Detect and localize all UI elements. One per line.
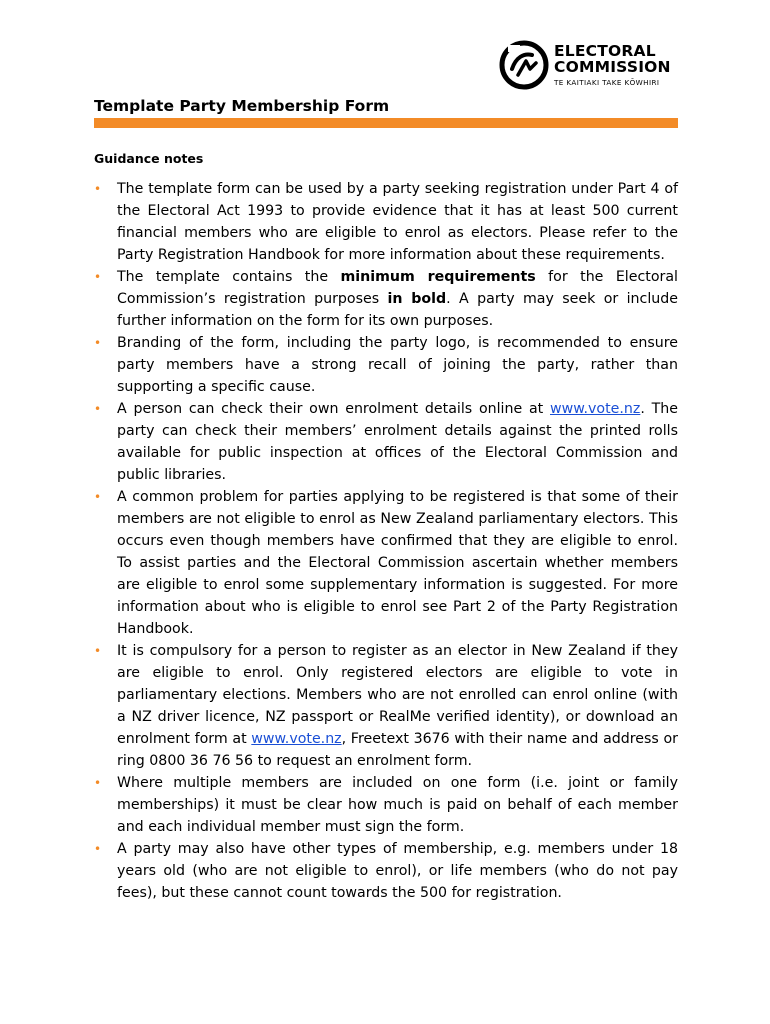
list-item (94, 772, 678, 838)
list-item (94, 398, 678, 486)
note-emphasis: minimum requirements (340, 269, 536, 285)
bullet-icon: • (94, 270, 102, 284)
logo-line-maori: TE KAITIAKI TAKE KŌWHIRI (554, 77, 660, 87)
note-text: for the Electoral Commission’s registration purposes (117, 269, 678, 307)
list-item (94, 838, 678, 904)
note-text: The template contains the (117, 269, 341, 285)
list-item (94, 266, 678, 332)
note-text: Where multiple members are included on one form (i.e. joint or family memberships) it must be clear how much is paid on behalf of each member and each individual member must sign the form. (117, 775, 678, 835)
electoral-commission-logo (498, 38, 678, 92)
note-text: A party may also have other types of membership, e.g. members under 18 years old (who are not eligible to enrol), or life members (who do not pay fees), but these cannot count towards the 500 for registration. (117, 841, 678, 901)
note-text: . A party may seek or include further information on the form for its own purposes. (117, 291, 678, 329)
vote-nz-link[interactable]: www.vote.nz (251, 731, 342, 747)
note-text: A common problem for parties applying to be registered is that some of their members are not eligible to enrol as New Zealand parliamentary electors. This occurs even though members have confirmed that they are eligible to enrol. To assist parties and the Electoral Commission ascertain whether members are eligible to enrol some supplementary information is suggested. For more information about who is eligible to enrol see Part 2 of the Party Registration Handbook. (117, 489, 678, 637)
page-title: Template Party Membership Form (94, 97, 390, 115)
bullet-icon: • (94, 776, 102, 790)
vote-nz-link[interactable]: www.vote.nz (550, 401, 641, 417)
note-text: , Freetext 3676 with their name and address or ring 0800 36 76 56 to request an enrolment form. (117, 731, 678, 769)
note-text: A person can check their own enrolment details online at (117, 401, 550, 417)
bullet-icon: • (94, 644, 102, 658)
note-text: The template form can be used by a party seeking registration under Part 4 of the Electoral Act 1993 to provide evidence that it has at least 500 current financial members who are eligible to enrol as electors. Please refer to the Party Registration Handbook for more information about these requirements. (117, 181, 678, 263)
bullet-icon: • (94, 402, 102, 416)
logo-line-commission: COMMISSION (554, 58, 671, 77)
bullet-icon: • (94, 182, 102, 196)
bullet-icon: • (94, 336, 102, 350)
electoral-commission-emblem-icon (498, 39, 550, 91)
title-rule (94, 118, 678, 128)
list-item (94, 486, 678, 640)
note-emphasis: in bold (387, 291, 447, 307)
guidance-heading: Guidance notes (94, 151, 204, 166)
list-item (94, 178, 678, 266)
note-text: . The party can check their members’ enrolment details against the printed rolls available for public inspection at offices of the Electoral Commission and public libraries. (117, 401, 678, 483)
guidance-list (94, 178, 678, 904)
bullet-icon: • (94, 490, 102, 504)
note-text: It is compulsory for a person to register as an elector in New Zealand if they are eligible to enrol. Only registered electors are eligible to vote in parliamentary elections. Members who are not enrolled can enrol online (with a NZ driver licence, NZ passport or RealMe verified identity), or download an enrolment form at (117, 643, 678, 747)
list-item (94, 640, 678, 772)
bullet-icon: • (94, 842, 102, 856)
list-item (94, 332, 678, 398)
note-text: Branding of the form, including the party logo, is recommended to ensure party members have a strong recall of joining the party, rather than supporting a specific cause. (117, 335, 678, 395)
logo-line-electoral: ELECTORAL (554, 41, 656, 60)
